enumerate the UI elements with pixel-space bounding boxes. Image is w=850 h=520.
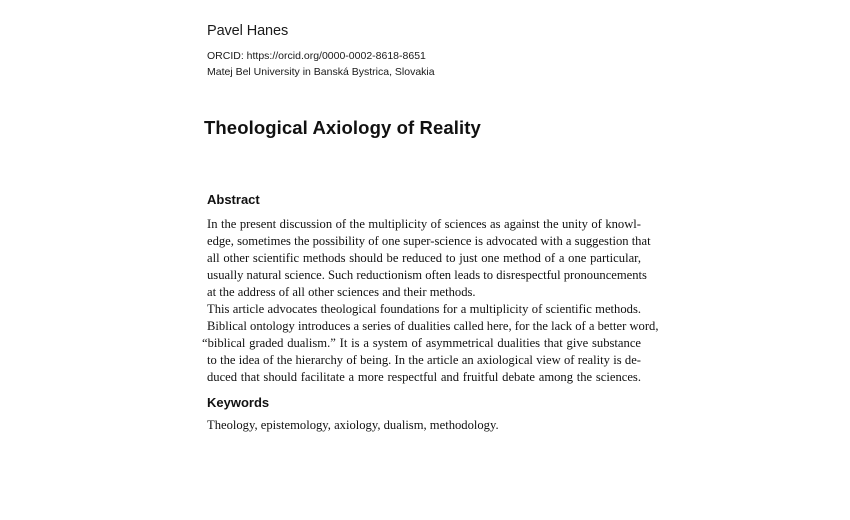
author-block	[207, 22, 435, 80]
abstract-line: In the present discussion of the multiplicity of sciences as against the unity of knowl-	[207, 217, 641, 231]
abstract-line: at the address of all other sciences and their methods.	[207, 285, 476, 299]
abstract-line: Biblical ontology introduces a series of dualities called here, for the lack of a better word,	[207, 319, 659, 333]
abstract-line: This article advocates theological foundations for a multiplicity of scientific methods.	[207, 302, 641, 316]
abstract-line: usually natural science. Such reductionism often leads to disrespectful pronouncements	[207, 268, 647, 282]
abstract-line: to the idea of the hierarchy of being. In the article an axiological view of reality is de-	[207, 353, 641, 367]
abstract-heading: Abstract	[207, 192, 260, 207]
abstract-line: “biblical graded dualism.” It is a system of asymmetrical dualities that give substance	[202, 336, 641, 350]
keywords-text: Theology, epistemology, axiology, dualism, methodology.	[207, 418, 499, 432]
abstract-line: duced that should facilitate a more respectful and fruitful debate among the sciences.	[207, 370, 641, 384]
author-orcid: ORCID: https://orcid.org/0000-0002-8618-8651	[207, 50, 426, 62]
author-affiliation: Matej Bel University in Banská Bystrica, Slovakia	[207, 66, 435, 78]
article-title: Theological Axiology of Reality	[204, 117, 481, 138]
author-name: Pavel Hanes	[207, 23, 289, 39]
keywords-heading: Keywords	[207, 395, 270, 410]
abstract-body	[202, 216, 659, 386]
abstract-line: edge, sometimes the possibility of one super-science is advocated with a suggestion that	[207, 234, 651, 248]
abstract-line: all other scientific methods should be reduced to just one method of a one particular,	[207, 251, 641, 265]
